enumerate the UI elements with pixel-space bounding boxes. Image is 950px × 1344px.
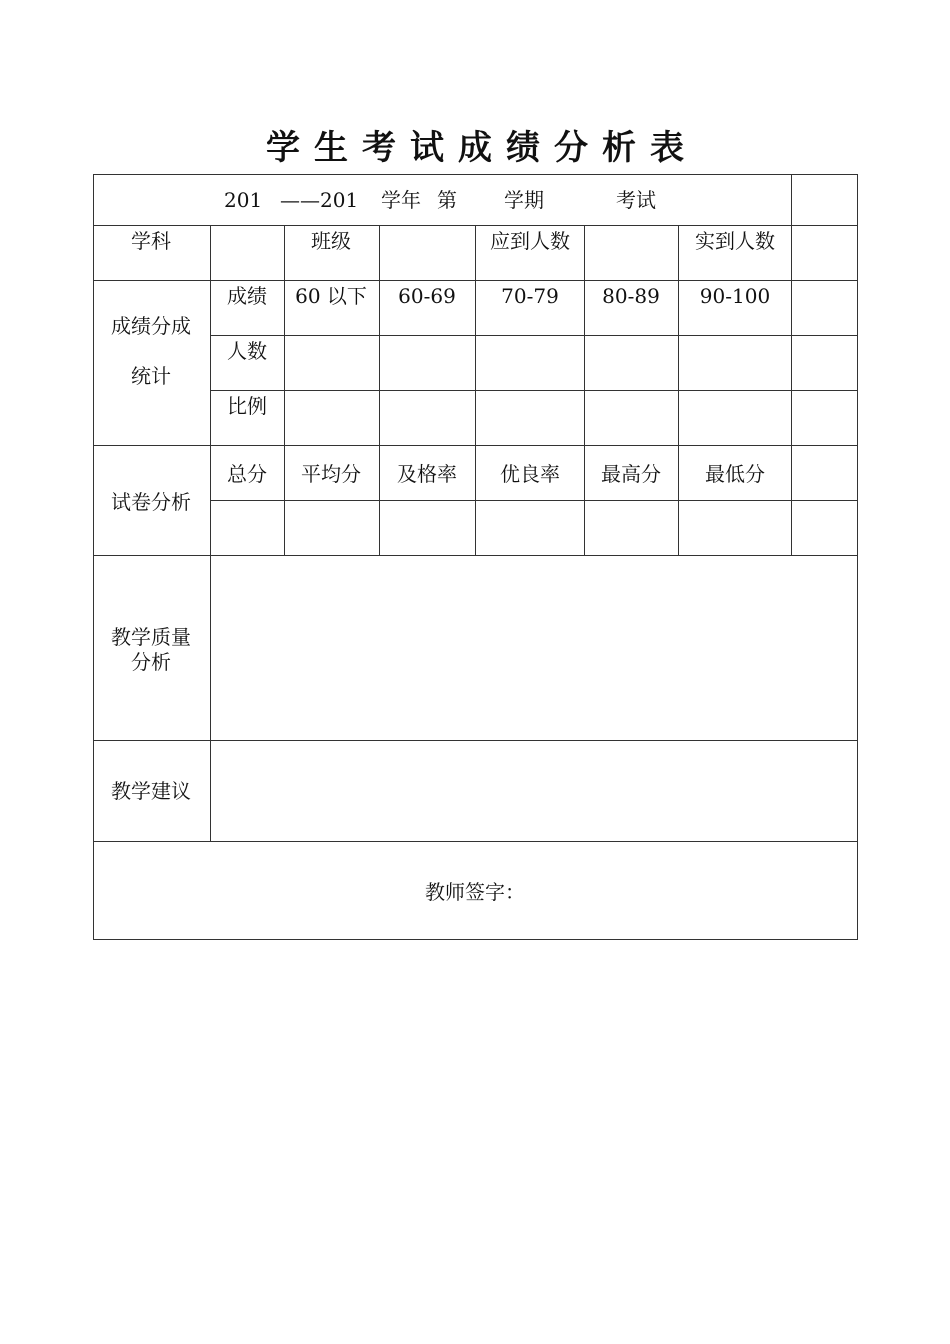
table-border-bottom	[93, 939, 858, 940]
table-border-left	[93, 174, 94, 940]
row-divider	[210, 335, 858, 336]
teaching-quality-label-2: 分析	[131, 650, 171, 674]
lowest-score-header: 最低分	[705, 462, 765, 486]
paper-analysis-label: 试卷分析	[111, 490, 191, 514]
column-divider	[791, 174, 792, 556]
count-row-label: 人数	[227, 339, 267, 363]
year-end: ——201	[280, 188, 359, 212]
column-divider	[379, 225, 380, 556]
term-label: 学期	[504, 188, 544, 212]
teacher-signature-label: 教师签字：	[425, 880, 525, 904]
score-range: 80-89	[602, 284, 660, 308]
class-label: 班级	[311, 229, 351, 253]
row-divider	[210, 390, 858, 391]
page-title: 学生考试成绩分析表	[266, 128, 698, 168]
term-prefix: 第	[437, 188, 457, 212]
school-year-label: 学年	[381, 188, 421, 212]
exam-label: 考试	[616, 188, 656, 212]
score-row-label: 成绩	[227, 284, 267, 308]
column-divider	[284, 225, 285, 556]
score-distribution-label-2: 统计	[131, 364, 171, 388]
row-divider	[210, 500, 858, 501]
table-border-top	[93, 174, 858, 175]
table-border-right	[857, 174, 858, 940]
expected-count-label: 应到人数	[490, 229, 570, 253]
column-divider	[475, 225, 476, 556]
row-divider	[93, 841, 858, 842]
excellent-rate-header: 优良率	[500, 462, 560, 486]
column-divider	[210, 225, 211, 841]
column-divider	[584, 225, 585, 556]
row-divider	[93, 740, 858, 741]
score-range: 90-100	[699, 284, 771, 308]
average-score-header: 平均分	[301, 462, 361, 486]
actual-count-label: 实到人数	[695, 229, 775, 253]
score-range: 70-79	[501, 284, 559, 308]
column-divider	[678, 225, 679, 556]
highest-score-header: 最高分	[601, 462, 661, 486]
score-range: 60-69	[398, 284, 456, 308]
pass-rate-header: 及格率	[397, 462, 457, 486]
teaching-quality-label: 教学质量	[111, 625, 191, 649]
subject-label: 学科	[131, 229, 171, 253]
score-range: 60 以下	[295, 284, 367, 308]
year-start: 201	[224, 188, 263, 212]
score-distribution-label: 成绩分成	[111, 314, 191, 338]
teaching-advice-label: 教学建议	[111, 779, 191, 803]
total-score-header: 总分	[227, 462, 267, 486]
ratio-row-label: 比例	[227, 394, 267, 418]
